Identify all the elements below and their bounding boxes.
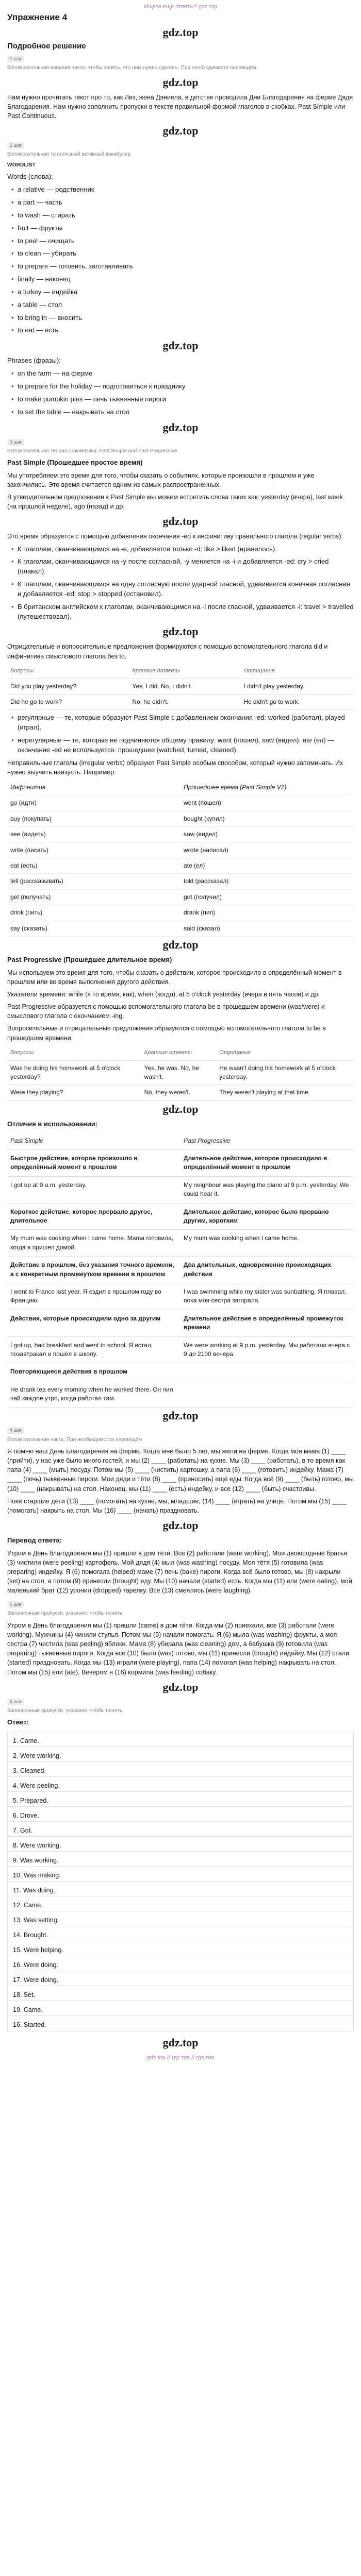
table-cell: I got up at 9 a.m. yesterday. bbox=[7, 1176, 180, 1203]
translation-label: Перевод ответа: bbox=[7, 1536, 62, 1544]
past-prog-para-2: Указатели времени: while (в то время, как), when (когда), at 5 o'clock yesterday (вчера в пять часов) и др. bbox=[7, 991, 320, 998]
exercise-title: Упражнение 4 bbox=[7, 12, 68, 22]
answer-item: 2. Were working. bbox=[8, 1747, 353, 1762]
table-cell: Длительное действие, которое было прервано другим, коротким bbox=[180, 1203, 354, 1230]
table-cell: see (видеть) bbox=[7, 827, 180, 842]
step-1-paragraph: Нам нужно прочитать текст про то, как Лиз, жена Дэниела, в детстве проводила Дни Благодарения на ферме Дядя Благодарения. Нам нужно заполнить пропуски в тексте правильной формой глаголов в скобках. Past Simple или Past Continuous. bbox=[7, 93, 353, 120]
table-cell: Длительное действие в определённый промежуток времени bbox=[180, 1310, 354, 1336]
watermark: gdz.top bbox=[162, 2036, 199, 2049]
table-header: Прошедшее время (Past Simple V2) bbox=[180, 780, 354, 795]
answer-item: 9. Was working. bbox=[8, 1852, 353, 1867]
phrase-item: • to prepare for the holiday — подготовиться к празднику bbox=[18, 382, 354, 392]
table-header: Краткие ответы bbox=[141, 1046, 217, 1060]
table-header: Инфинитив bbox=[7, 780, 180, 795]
table-cell: go (идти) bbox=[7, 795, 180, 811]
step-2-note: Вспомогательная то полезный активный вокабуляр bbox=[7, 151, 130, 158]
table-row bbox=[7, 1363, 354, 1381]
answers-list bbox=[7, 1732, 354, 2031]
table-row bbox=[7, 1203, 354, 1230]
table-row bbox=[7, 827, 354, 842]
past-prog-para-1: Мы используем это время для того, чтобы сказать о действии, которое происходило в определённый момент в прошлом или во время выполнения другого действия. bbox=[7, 969, 342, 986]
words-heading: Words (слова): bbox=[7, 173, 53, 181]
table-header: Вопросы bbox=[7, 1046, 141, 1060]
past-simple-para-3: Это время образуется с помощью добавления окончания -ed к инфинитиву правильного глагола (regular verbs): bbox=[7, 533, 343, 540]
answer-item: 3. Cleaned. bbox=[8, 1762, 353, 1777]
past-progressive-heading: Past Progressive (Прошедшее длительное время) bbox=[7, 955, 172, 963]
table-row bbox=[7, 1060, 354, 1085]
table-cell: I was swimming while my sister was sunbathing. Я плавал, пока моя сестра загорала. bbox=[180, 1283, 354, 1310]
table-cell: went (пошел) bbox=[180, 795, 354, 811]
watermark: gdz.top bbox=[162, 420, 199, 434]
table-header: Вопросы bbox=[7, 664, 129, 679]
spelling-rules-list bbox=[7, 545, 354, 622]
phrase-item: • to set the table — накрывать на стол bbox=[18, 408, 354, 417]
answer-item: 12. Came. bbox=[8, 1896, 353, 1911]
table-row bbox=[7, 858, 354, 874]
irregular-verbs-para: Неправильные глаголы (irregular verbs) образуют Past Simple особым способом, который нужно запоминать. Их нужно выучить наизусть. Например: bbox=[7, 759, 343, 776]
step-4-label: 4 шаг bbox=[7, 1427, 24, 1434]
step-5-label: 5 шаг bbox=[7, 1601, 24, 1608]
table-row bbox=[7, 874, 354, 889]
table-cell bbox=[180, 1381, 354, 1408]
answer-item: 16. Started. bbox=[13, 2021, 46, 2029]
table-cell: I got up, had breakfast and went to school. Я встал, позавтракал и пошёл в школу. bbox=[7, 1336, 180, 1363]
step-3-note: Вспомогательная теория грамматики: Past Simple and Past Progressive bbox=[7, 448, 177, 454]
table-row bbox=[7, 1085, 354, 1100]
step-5-note: Заполненные пропуски, указание, чтобы понять bbox=[7, 1611, 123, 1617]
answer-item: 6. Drove. bbox=[8, 1807, 353, 1822]
table-cell: said (сказал) bbox=[180, 921, 354, 936]
answer-item: 19. Came. bbox=[8, 2001, 353, 2016]
word-item: • to peel — очищать bbox=[18, 236, 354, 246]
table-cell: I went to France last year. Я ездил в прошлом году во Францию. bbox=[7, 1283, 180, 1310]
exercise-text-2: Пока старшие дети (13) ____ (помогать) на кухне, мы, младшие, (14) ____ (играть) на улице. Потом мы (15) ____ (помогать) накрыть на стол. Мы (16) ____ (начать) праздновать. bbox=[7, 1497, 347, 1514]
past-progressive-table bbox=[7, 1046, 354, 1101]
answer-item: 14. Brought. bbox=[8, 1926, 353, 1941]
table-cell: told (рассказал) bbox=[180, 874, 354, 889]
table-cell: He drank tea every morning when he worked there. Он пил чай каждое утро, когда работал там. bbox=[7, 1381, 180, 1408]
table-cell: Два длительных, одновременно происходящих действия bbox=[180, 1257, 354, 1283]
table-cell: Yes, I did. No, I didn't. bbox=[129, 679, 240, 694]
table-cell: say (сказать) bbox=[7, 921, 180, 936]
spelling-rule: • В британском английском к глаголам, оканчивающимся на -l после гласной, удваивается -l: travel > travelled (путешествовал). bbox=[18, 602, 354, 622]
watermark: gdz.top bbox=[162, 1680, 199, 1693]
table-cell: No, he didn't. bbox=[129, 694, 240, 710]
verb-type-item: • регулярные — те, которые образуют Past Simple с добавлением окончания -ed: worked (работал), played (играл). bbox=[18, 713, 354, 733]
table-cell: Длительное действие, которое происходило в определённый момент в прошлом bbox=[180, 1150, 354, 1177]
watermark: gdz.top bbox=[162, 339, 199, 352]
table-cell: No, they weren't. bbox=[141, 1085, 217, 1100]
table-row bbox=[7, 905, 354, 921]
table-cell: write (писать) bbox=[7, 842, 180, 858]
phrases-heading: Phrases (фразы): bbox=[7, 357, 61, 365]
past-simple-heading: Past Simple (Прошедшее простое время) bbox=[7, 459, 143, 467]
phrases-list bbox=[7, 369, 354, 417]
table-row bbox=[7, 1176, 354, 1203]
table-cell: My neighbour was playing the piano at 9 p.m. yesterday. We could hear it. bbox=[180, 1176, 354, 1203]
word-item: • to bring in — вносить bbox=[18, 313, 354, 323]
word-item: • to clean — убирать bbox=[18, 249, 354, 259]
table-cell: I didn't play yesterday. bbox=[240, 679, 354, 694]
answer-item: 10. Was making. bbox=[8, 1867, 353, 1882]
step-6-label: 6 шаг bbox=[7, 1699, 24, 1705]
table-cell: Быстрое действие, которое произошло в определённый момент в прошлом bbox=[7, 1150, 180, 1177]
step-1-label: 1 шаг bbox=[7, 56, 24, 62]
word-item: • to eat — есть bbox=[18, 326, 354, 335]
table-row bbox=[7, 1283, 354, 1310]
past-simple-para-1: Мы употребляем это время для того, чтобы сказать о событиях, которые произошли в прошлом и уже закончились. Это время считается одним из самых распространенных. bbox=[7, 471, 315, 489]
word-item: • fruit — фрукты bbox=[18, 224, 354, 233]
table-cell bbox=[180, 1363, 354, 1381]
table-cell: bought (купил) bbox=[180, 811, 354, 826]
table-cell: drank (пил) bbox=[180, 905, 354, 921]
answer-item: 11. Was doing. bbox=[8, 1882, 353, 1896]
irregular-verbs-table bbox=[7, 780, 354, 937]
top-promo-link[interactable]: Ищете ещё ответы? gdz.top bbox=[144, 4, 217, 10]
table-cell: buy (покупать) bbox=[7, 811, 180, 826]
answer-item: 13. Was setting. bbox=[8, 1911, 353, 1926]
table-row bbox=[7, 1336, 354, 1363]
step-4-note: Вспомогательная часть: При необходимости переведём bbox=[7, 1436, 142, 1443]
table-cell: Действие в прошлом, без указания точного времени, а с конкретным промежутком времени в прошлом bbox=[7, 1257, 180, 1283]
spelling-rule: • К глаголам, оканчивающимся на одну согласную после ударной гласной, удваивается конечная согласная и добавляется -ed: stop > stopped (остановил). bbox=[18, 580, 354, 599]
table-cell: Yes, he was. No, he wasn't. bbox=[141, 1060, 217, 1085]
differences-heading: Отличия в использовании: bbox=[7, 1120, 98, 1128]
spelling-rule: • К глаголам, оканчивающимся на -у после согласной, -у меняется на -i и добавляется -ed: cry > cried (плакал). bbox=[18, 557, 354, 577]
footer-link[interactable]: gdz.top // гдз топ // гдз.топ bbox=[146, 2055, 215, 2061]
differences-table bbox=[7, 1132, 354, 1408]
table-row bbox=[7, 1257, 354, 1283]
past-simple-para-2: В утвердительном предложении к Past Simple мы можем встретить слова таких как: yesterday (вчера), last week (на прошлой неделе), ago (назад) и др. bbox=[7, 494, 343, 511]
verb-type-item: • нерегулярные — те, которые не подчиняются общему правилу: went (пошел), saw (видел), ate (ел) — окончание -ed не используется: прошедшее (watched, turned, cleaned). bbox=[18, 736, 354, 755]
answers-heading: Ответ: bbox=[7, 1718, 29, 1726]
step-1-note: Вспомогательная вводная часть: чтобы понять, что нам нужно сделать. При необходимости переведём. bbox=[7, 65, 258, 71]
table-cell: My mum was cooking when I came home. Mama готовила, когда я пришел домой. bbox=[7, 1230, 180, 1257]
table-header: Past Progressive bbox=[180, 1132, 354, 1150]
translation-text: Утром в День благодарения мы (1) пришли в дом тёти. Все (2) работали (were working). Мои двоюродные братья (3) чистили (were peeling) картофель. Мой дядя (4) мыл (was washing) посуду. Моя тётя (5) готовила (was preparing) индейку. Я (6) помогала (helped) маме (7) печь (bake) пироги. Когда всё было готово, мы (8) накрыли (set) на стол, а потом (9) принесли (brought) еду. Мы (10) начали (started) есть. Когда мы (11) ели (were eating), мой маленький брат (12) уронил (dropped) тарелку. Все (13) смеялись (were laughing). bbox=[7, 1549, 352, 1595]
watermark: gdz.top bbox=[162, 625, 199, 638]
verb-types-list bbox=[7, 713, 354, 755]
past-simple-para-4: Отрицательные и вопросительные предложения формируются с помощью вспомогательного глагола did и инфинитива смыслового глагола без to. bbox=[7, 643, 328, 660]
word-item: • a relative — родственник bbox=[18, 185, 354, 195]
answer-item: 8. Were working. bbox=[8, 1837, 353, 1852]
watermark: gdz.top bbox=[162, 938, 199, 951]
table-cell: got (получил) bbox=[180, 889, 354, 905]
table-cell: They weren't playing at that time. bbox=[216, 1085, 354, 1100]
table-header: Past Simple bbox=[7, 1132, 180, 1150]
spelling-rule: • К глаголам, оканчивающимся на -е, добавляется только -d: like > liked (нравилось). bbox=[18, 545, 354, 554]
table-row bbox=[7, 889, 354, 905]
table-cell: Was he doing his homework at 5 o'clock yesterday? bbox=[7, 1060, 141, 1085]
table-row bbox=[7, 1310, 354, 1336]
table-cell: saw (видел) bbox=[180, 827, 354, 842]
table-header: Отрицание bbox=[216, 1046, 354, 1060]
watermark: gdz.top bbox=[162, 1409, 199, 1422]
table-header: Краткие ответы bbox=[129, 664, 240, 679]
word-item: • a turkey — индейка bbox=[18, 287, 354, 297]
watermark: gdz.top bbox=[162, 75, 199, 89]
answer-item: 1. Came. bbox=[8, 1732, 353, 1747]
solution-subtitle: Подробное решение bbox=[7, 41, 86, 50]
step-6-note: Заполненные пропуски, указание, чтобы понять bbox=[7, 1707, 123, 1714]
table-row bbox=[7, 1150, 354, 1177]
word-item: • finally — наконец bbox=[18, 275, 354, 284]
words-list bbox=[7, 185, 354, 335]
word-item: • a table — стол bbox=[18, 300, 354, 310]
watermark: gdz.top bbox=[162, 515, 199, 528]
past-prog-para-3: Past Progressive образуется с помощью вспомогательного глагола be в прошедшем времени (was/were) и смыслового глагола с окончанием -ing. bbox=[7, 1003, 325, 1020]
answer-item: 5. Prepared. bbox=[8, 1792, 353, 1807]
table-cell: We were working at 9 p.m. yesterday. Мы работали вчера с 9 до 2100 вечера. bbox=[180, 1336, 354, 1363]
table-cell: Повторяющиеся действия в прошлом bbox=[7, 1363, 180, 1381]
past-prog-para-4: Вопросительные и отрицательные предложения образуются с помощью вспомогательного глагола to be в прошедшем времени. bbox=[7, 1025, 326, 1042]
watermark: gdz.top bbox=[162, 25, 199, 39]
table-cell: He didn't go to work. bbox=[240, 694, 354, 710]
table-row bbox=[7, 921, 354, 936]
table-cell: Короткое действие, которое прервало другое, длительное bbox=[7, 1203, 180, 1230]
phrase-item: • on the farm — на ферме bbox=[18, 369, 354, 379]
table-row bbox=[7, 842, 354, 858]
answer-item: 18. Set. bbox=[8, 1986, 353, 2001]
table-cell: Did you play yesterday? bbox=[7, 679, 129, 694]
table-cell: drink (пить) bbox=[7, 905, 180, 921]
exercise-text: Я помню наш День Благодарения на ферме. Когда мне было 5 лет, мы жили на ферме. Когда моя мама (1) ____ (прийти), у нас уже было много гостей, и мы (2) ____ (работать) на кухне. Мы (3) ____ (работать), в то время как папа (4) ____ (мыть) посуду. Потом мы (5) ____ (чистить) картошку, а папа (6) ____ (готовить) индейку. Мама (7) ____ (печь) тыквенные пироги. Мои дяди и тёти (8) ____ (приносить) ещё еды. Когда всё (9) ____ (быть) готово, мы (10) ____ (накрывать) на стол. Наконец, мы (11) ____ (есть) индейку, и все (12) ____ (быть) счастливы. bbox=[7, 1448, 354, 1493]
filled-summary: Утром в День благодарения мы (1) пришли (came) в дом тёти. Когда мы (2) приехали, все (3) работали (were working). Мужчины (4) чинили стулья. Потом мы (5) начали помогать. Я (6) мыла (was washing) фрукты, а моя сестра (7) чистила (was peeling) яблоки. Мама (8) убирала (was cleaning) дом, а бабушка (9) готовила (was preparing) тыквенные пироги. Когда всё (10) было (was) готово, мы (11) принесли (brought) индейку. Мы (12) стали (started) праздновать. Когда мы (13) играли (were playing), папа (14) помогал (was helping) накрывать на стол. Потом мы (15) ели (ate). Вечером я (16) кормила (was feeding) собаку. bbox=[7, 1621, 350, 1676]
word-item: • to prepare — готовить, заготавливать bbox=[18, 262, 354, 272]
step-3-label: 3 шаг bbox=[7, 439, 24, 446]
table-row bbox=[7, 1230, 354, 1257]
table-cell: Действия, которые происходили одно за другим bbox=[7, 1310, 180, 1336]
table-row bbox=[7, 1381, 354, 1408]
table-cell: My mum was cooking when I came home. bbox=[180, 1230, 354, 1257]
table-row bbox=[7, 679, 354, 694]
table-cell: get (получать) bbox=[7, 889, 180, 905]
table-row bbox=[7, 811, 354, 826]
past-simple-table bbox=[7, 664, 354, 710]
watermark: gdz.top bbox=[162, 124, 199, 138]
answer-item: 4. Were peeling. bbox=[8, 1777, 353, 1792]
word-item: • a part — часть bbox=[18, 198, 354, 208]
watermark: gdz.top bbox=[162, 1518, 199, 1532]
answer-item: 15. Were helping. bbox=[8, 1941, 353, 1956]
answer-item: 7. Got. bbox=[8, 1822, 353, 1837]
watermark: gdz.top bbox=[162, 1102, 199, 1115]
table-row bbox=[7, 795, 354, 811]
table-cell: tell (рассказывать) bbox=[7, 874, 180, 889]
table-cell: He wasn't doing his homework at 5 o'clock yesterday. bbox=[216, 1060, 354, 1085]
table-header: Отрицание bbox=[240, 664, 354, 679]
wordlist-heading: WORDLIST bbox=[7, 162, 36, 168]
table-cell: eat (есть) bbox=[7, 858, 180, 874]
answer-item: 16. Were doing. bbox=[8, 1956, 353, 1971]
table-cell: Were they playing? bbox=[7, 1085, 141, 1100]
phrase-item: • to make pumpkin pies — печь тыквенные пироги bbox=[18, 395, 354, 404]
table-cell: wrote (написал) bbox=[180, 842, 354, 858]
word-item: • to wash — стирать bbox=[18, 211, 354, 221]
table-row bbox=[7, 694, 354, 710]
answer-item: 17. Were doing. bbox=[8, 1971, 353, 1986]
table-cell: Did he go to work? bbox=[7, 694, 129, 710]
step-2-label: 2 шаг bbox=[7, 142, 24, 149]
table-cell: ate (ел) bbox=[180, 858, 354, 874]
